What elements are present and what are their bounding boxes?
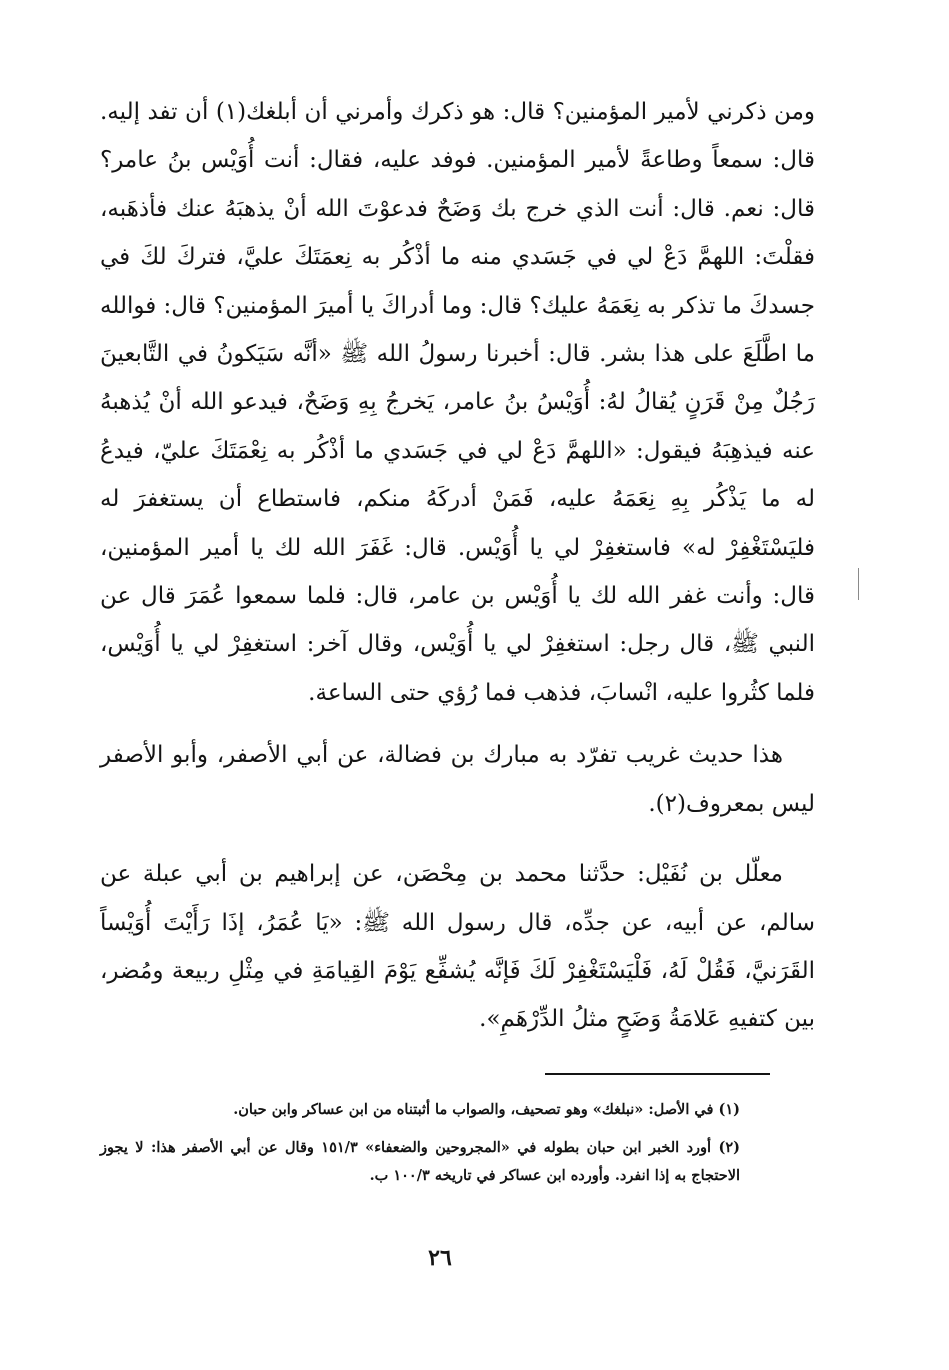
main-text [100, 88, 815, 1044]
paragraph-3: معلّل بن نُفَيْل: حدَّثنا محمد بن مِحْصَن، عن إبراهيم بن أبي عبلة عن سالم، عن أبيه، عن جدِّه، قال رسول الله ﷺ: «يَا عُمَرُ، إذَا رَأَيْتَ أُوَيْساً القَرَنيَّ، فَقُلْ لَهُ، فَلْيَسْتَغْفِرْ لَكَ فَإنَّه يُشفِّع يَوْمَ القِيامَةِ في مِثْلِ ربيعة ومُضر، بين كتفيهِ عَلامَةُ وَضَحٍ مثلُ الدِّرْهَمِ». [100, 861, 815, 1033]
footnotes [100, 1096, 740, 1190]
paragraph-2: هذا حديث غريب تفرّد به مبارك بن فضالة، عن أبي الأصفر، وأبو الأصفر ليس بمعروف(٢). [100, 742, 815, 817]
footnote-separator [545, 1073, 770, 1075]
paragraph-1: ومن ذكرني لأمير المؤمنين؟ قال: هو ذكرك وأمرني أن أبلغك(١) أن تفد إليه. قال: سمعاً وطاعةً لأمير المؤمنين. فوفد عليه، فقال: أنت أُوَيْس بنُ عامر؟ قال: نعم. قال: أنت الذي خرج بك وَضَحٌ فدعوْتَ الله أنْ يذهبَهُ عنك فأذهَبه، فقلْتَ: اللهمَّ دَعْ لي في جَسَدي منه ما أذْكُر به نِعمَتَكَ عليَّ، فتركَ لكَ في جسدكَ ما تذكر به نِعَمَهُ عليك؟ قال: وما أدراكَ يا أميرَ المؤمنين؟ قال: فوالله ما اطَّلَعَ على هذا بشر. قال: أخبرنا رسولُ الله ﷺ «أنَّه سَيَكونُ في التَّابعينَ رَجُلٌ مِنْ قَرَنٍ يُقالُ لهُ: أُوَيْسُ بنُ عامر، يَخرجُ بِهِ وَضَحٌ، فيدعو الله أنْ يُذهبهُ عنه فيذهِبَهُ فيقول: «اللهمَّ دَعْ لي في جَسَدي ما أذْكُر به نِعْمَتَكَ عليّ، فيدعُ له ما يَذْكُر بِهِ نِعَمَهُ عليه، فَمَنْ أدركَهُ منكم، فاستطاع أن يستغفرَ له فليَسْتَغْفِرْ له» فاستغفِرْ لي يا أُوَيْس. قال: غَفَرَ الله لك يا أمير المؤمنين، قال: وأنت غفر الله لك يا أُوَيْس بن عامر، قال: فلما سمعوا عُمَرَ قال عن النبي ﷺ، قال رجل: استغفِرْ لي يا أُوَيْس، وقال آخر: استغفِرْ لي يا أُوَيْس، فلما كثُروا عليه، انْسابَ، فذهب فما رُؤي حتى الساعة. [100, 99, 815, 706]
page-number: ٢٦ [428, 1245, 452, 1271]
footnote-2: (٢) أورد الخبر ابن حبان بطوله في «المجروحين والضعفاء» ١٥١/٣ وقال عن أبي الأصفر هذا: لا يجوز الاحتجاج به إذا انفرد. وأورده ابن عساكر في تاريخه ١٠٠/٣ ب. [100, 1139, 740, 1184]
footnote-1: (١) في الأصل: «نبلغك» وهو تصحيف، والصواب ما أثبتناه من ابن عساكر وابن حبان. [233, 1101, 740, 1118]
margin-mark [858, 568, 859, 600]
